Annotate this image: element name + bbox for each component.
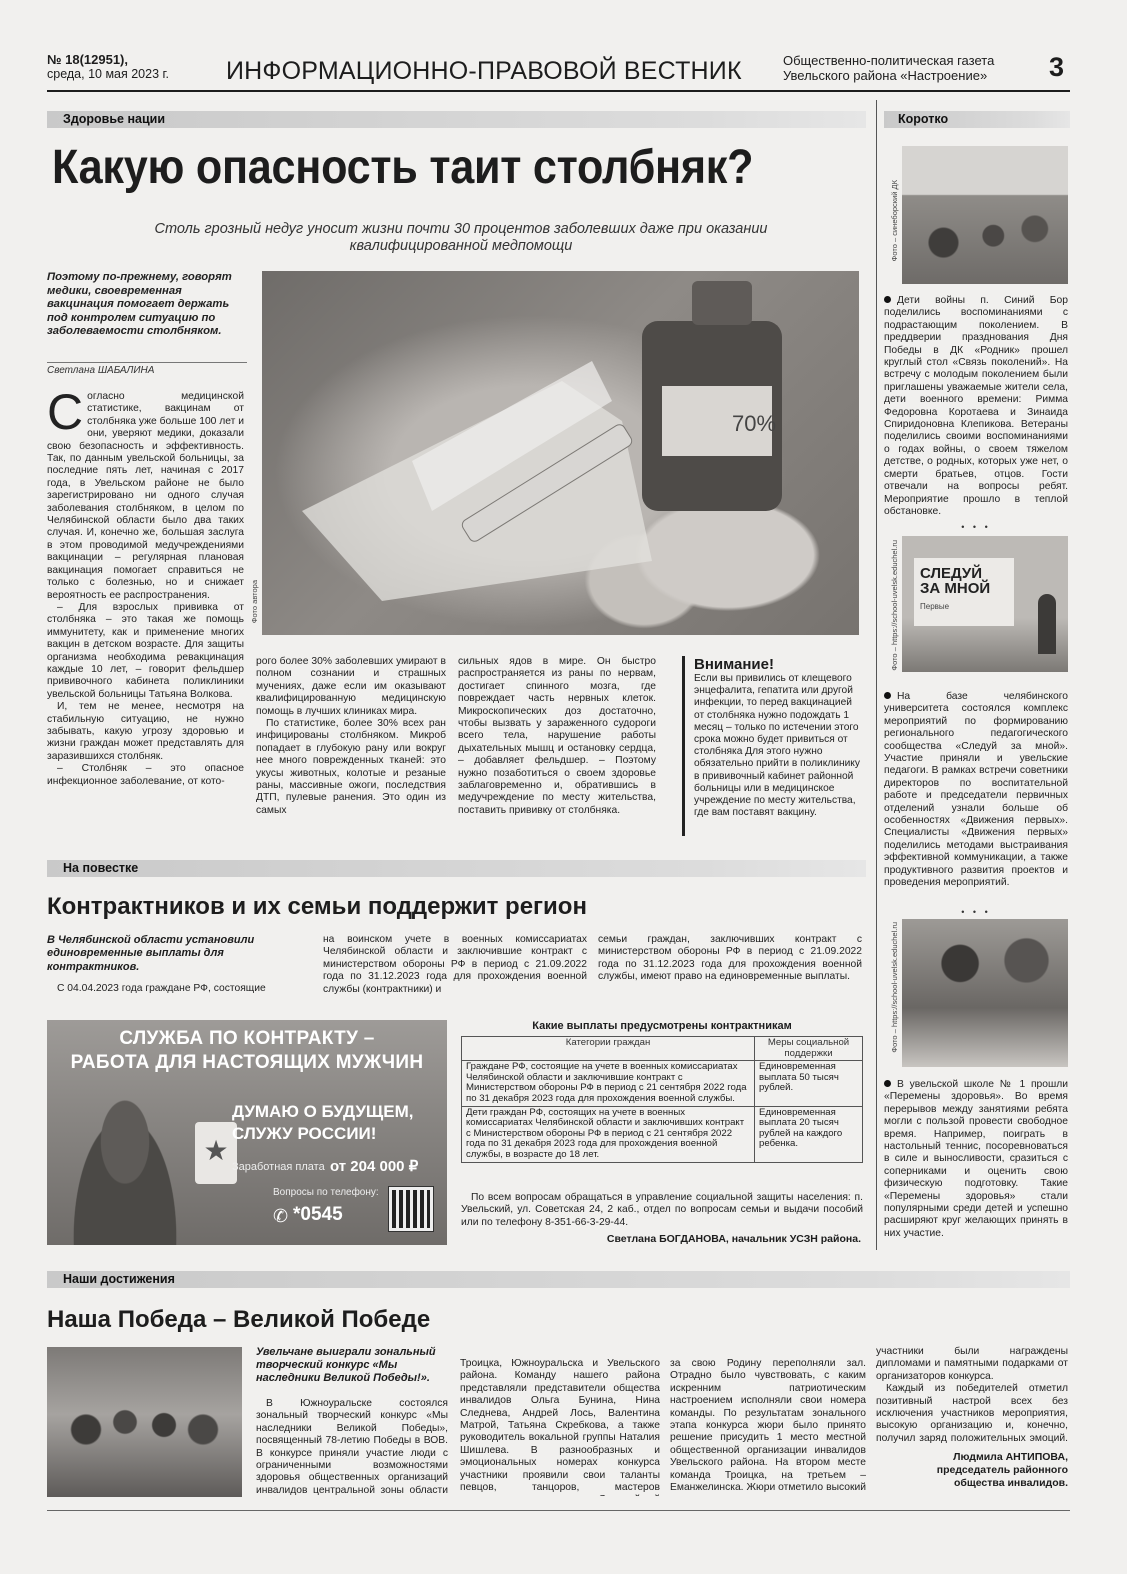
col1-paragraph-3: И, тем не менее, несмотря на стабильную ситуацию, не нужно забывать, какую угрозу здоровью и жизни граждан может представлять для заразившихся столбняк. <box>47 701 244 762</box>
lead-tetanus: Поэтому по-прежнему, говорят медики, своевременная вакцинация помогает держать под контролем ситуацию по заболеваемости столбняком. <box>47 271 232 338</box>
col1-paragraph-2: – Для взрослых прививка от столбняка – это такая же помощь иммунитету, как и применение многих вакцин в детском возрасте. Для защиты организма необходима ревакцинация каждые 10 лет, – говорит фельдшер прививочного кабинета поликлиники увельской больницы Татьяна Волкова. <box>47 601 244 700</box>
news-item-1 <box>884 295 1068 525</box>
attention-title: Внимание! <box>694 656 774 673</box>
banner-follow-me <box>914 558 1014 626</box>
victory-signature-name: Людмила АНТИПОВА, <box>953 1451 1068 1463</box>
news-1-text: Дети войны п. Синий Бор поделились воспоминаниями с подрастающим поколением. В преддверии празднования Дня Победы в ДК «Родник» прошел круглый стол «Связь поколений». На встречу с молодым поколением были приглашены уважаемые жители села, дети военного времени: Римма Федоровна Коротаева и Зинаида Спиридоновна Клепикова. Ветераны поделились своими воспоминаниями о годах войны, о своем тяжелом детстве, о родных, которых уже нет, о смерти братьев, отцов. Гости отвечали на вопросы ребят. Мероприятие прошло в теплой обстановке. <box>884 295 1068 517</box>
issue-number: № 18(12951), <box>47 52 128 67</box>
dropcap: С <box>47 391 84 440</box>
table-row <box>462 1106 863 1162</box>
separator-1: • • • <box>961 522 991 532</box>
contract-ad <box>47 1020 447 1245</box>
victory-col4-paragraph-1: участники были награждены дипломами и памятными подарками от организаторов конкурса. <box>876 1346 1068 1382</box>
separator-2: • • • <box>961 907 991 917</box>
svg-text:70%: 70% <box>732 411 777 436</box>
ad-salary-value: от 204 000 ₽ <box>330 1158 419 1175</box>
section-title: ИНФОРМАЦИОННО-ПРАВОВОЙ ВЕСТНИК <box>226 57 742 85</box>
issue-date: среда, 10 мая 2023 г. <box>47 67 170 81</box>
photo-vaccine <box>262 271 859 635</box>
phone-icon: ✆ <box>273 1206 289 1226</box>
contract-text-col3: семьи граждан, заключивших контракт с министерством обороны РФ в период с 21.09.2022 года по 31.12.2023 года для прохождения военной службы, имеют право на единовременные выплаты. <box>598 934 862 983</box>
table-header: Меры социальной поддержки <box>755 1037 863 1061</box>
ad-salary-label: Заработная плата <box>232 1161 325 1173</box>
news-item-3 <box>884 1079 1068 1245</box>
rubric-briefly: Коротко <box>884 111 1070 128</box>
contract-text-col2: на воинском учете в военных комиссариатах Челябинской области и заключившие контракт с министерством обороны РФ в период с 21.09.2022 года по 31.12.2023 года для прохождения военной службы (контрактники) и <box>323 934 587 995</box>
banner-line-2: ЗА МНОЙ <box>920 580 991 597</box>
qr-code-icon <box>389 1187 433 1231</box>
lead-contract: В Челябинской области установили единовременные выплаты для контрактников. <box>47 934 255 973</box>
rubric-achievements: Наши достижения <box>47 1271 1070 1288</box>
photo-health-breaks <box>902 919 1068 1067</box>
paper-name-line2: Увельского района «Настроение» <box>783 68 988 83</box>
contract-text-col1: С 04.04.2023 года граждане РФ, состоящие <box>57 983 266 994</box>
photo-credit-tetanus: Фото автора <box>250 580 259 624</box>
victory-col4-paragraph-2: Каждый из победителей отметил позитивный настрой всех без исключения участников мероприятия, высокую организацию и, конечно, получил заряд положительных эмоций. <box>876 1383 1068 1444</box>
col2-paragraph-2: По статистике, более 30% всех ран инфицированы столбняком. Микроб попадает в глубокую рану или вокруг нее много поврежденных тканей: это укусы животных, колотые и резаные раны, массивные ожоги, последствия ДТП, пулевые ранения. Это один из самых <box>256 718 446 816</box>
table-row <box>462 1061 863 1106</box>
victory-text-col3: за свою Родину переполняли зал. Отрадно было чувствовать, с каким искренним патриотическим настроением исполняли свои номера команды. По результатам зонального этапа конкурса жюри было принято решение присудить 1 место местной общественной организации инвалидов Увельского района. На втором месте команда Троицка, на третьем – Еманжелинска. Жюри отметило высокий <box>670 1358 866 1494</box>
col1-paragraph-4: – Столбняк – это опасное инфекционное заболевание, от кото- <box>47 763 244 787</box>
victory-text-col2: Троицка, Южноуральска и Увельского района. Команду нашего района представляли представители общества инвалидов Ольга Бунина, Нина Следнева, Андрей Лось, Валентина Матрой, Татьяна Скребкова, а также руководитель вокальной группы Наталия Шишлева. В разнообразных и эмоциональных номерах конкурса участники проявили свои таланты певцов, танцоров, мастеров <box>460 1358 660 1494</box>
rubric-health: Здоровье нации <box>47 111 866 128</box>
col1-paragraph-1: огласно медицинской статистике, вакцинам от столбняка уже больше 100 лет и они, уверяют медики, доказали свою безопасность и эффективность. Так, по данным увельской больницы, за последние пять лет, начиная с 2017 года, в Увельском районе не было зарегистрировано ни одного случая заболевания столбняком, в целом по Челябинской области было два таких случая. И, конечно же, большая заслуга в этом проводимой медучреждениями вакцинации – регулярная плановая вакцинация помогает справиться не только с болезнью, но и снижает вероятность ее распространения. <box>47 391 244 601</box>
photo-credit-3: Фото – https://school-uvelsk.educhel.ru <box>890 922 899 1053</box>
author-byline: Светлана ШАБАЛИНА <box>47 365 155 376</box>
ad-headline-2: РАБОТА ДЛЯ НАСТОЯЩИХ МУЖЧИН <box>70 1052 424 1073</box>
headline-contract: Контрактников и их семьи поддержит регион <box>47 893 587 920</box>
text-column-3 <box>458 656 656 836</box>
rubric-agenda: На повестке <box>47 860 866 877</box>
paper-name-line1: Общественно-политическая газета <box>783 53 995 68</box>
contract-signature: Светлана БОГДАНОВА, начальник УСЗН района. <box>606 1233 861 1245</box>
photo-credit-1: Фото – синеборский ДК <box>890 180 899 262</box>
subtitle-tetanus: Столь грозный недуг уносит жизни почти 30 процентов заболевших даже при оказании квалифицированной медпомощи <box>154 221 768 254</box>
payments-table <box>461 1036 863 1163</box>
text-column-1 <box>47 391 244 836</box>
victory-signature-role: председатель районного общества инвалидов. <box>936 1464 1068 1489</box>
photo-credit-2: Фото – https://school-uvelsk.educhel.ru <box>890 540 899 671</box>
col3-paragraph-1: сильных ядов в мире. Он быстро распространяется из раны по нервам, достигает спинного мозга, где повреждает часть нервных клеток. Микроскопических доз достаточно, чтобы вызвать у зараженного судороги всего тела, нарушение работы дыхательных мышц и остановку сердца, – добавляет фельдшер. – Поэтому нужно позаботиться о своем здоровье заблаговременно и, обратившись в медучреждение по месту жительства, поставить прививку от столбняка. <box>458 656 656 816</box>
table-header: Категории граждан <box>462 1037 755 1061</box>
table-cell: Единовременная выплата 20 тысяч рублей на каждого ребенка. <box>755 1106 863 1162</box>
banner-line-1: СЛЕДУЙ <box>920 565 982 582</box>
soldier-figure <box>65 1098 185 1245</box>
news-item-2 <box>884 691 1068 901</box>
payments-table-title: Какие выплаты предусмотрены контрактникам <box>532 1020 792 1032</box>
contact-info: По всем вопросам обращаться в управление социальной защиты населения: п. Увельский, ул. Советская 24, 2 каб., отдел по вопросам семьи и выдачи пособий или по телефону 8-351-66-3-29-44. <box>461 1192 863 1228</box>
news-2-text: На базе челябинского университета состоялся комплекс мероприятий по формированию регионального педагогического сообщества «Следуй за мной». Участие приняли и увельские педагоги. В рамках встречи советники директоров по воспитательной работе и председатели первичных отделений узнали больше об особенностях «Движения первых». Специалисты «Движения первых» поделились методами выстраивания эффективной коммуникации, а также продуктивного развития проектов и проведения мероприятий. <box>884 691 1068 889</box>
ad-phone: *0545 <box>293 1204 343 1225</box>
table-cell: Дети граждан РФ, состоящих на учете в военных комиссариатах Челябинской области и заключивших контракт с Министерством обороны РФ в период с 21 сентября 2022 года по 31 декабря 2023 года для прохождения военной службы, в возрасте до 18 лет. <box>462 1106 755 1162</box>
page-number: 3 <box>1049 52 1065 82</box>
lead-victory: Увельчане выиграли зональный творческий конкурс «Мы наследники Великой Победы!». <box>256 1346 436 1385</box>
photo-follow-me <box>902 536 1068 672</box>
attention-text: Если вы привились от клещевого энцефалита, гепатита или другой инфекции, то перед вакцинацией от столбняка нужно подождать 1 месяц – только по истечении этого срока можно будет привиться от столбняка Для этого нужно обязательно прийти в поликлинику в прививочный кабинет районной больницы или в медицинское учреждение по месту жительства, где вам поставят вакцину. <box>694 673 860 819</box>
ad-phone-label: Вопросы по телефону: <box>273 1187 379 1198</box>
ad-headline-1: СЛУЖБА ПО КОНТРАКТУ – <box>119 1028 375 1049</box>
headline-victory: Наша Победа – Великой Победе <box>47 1306 431 1333</box>
headline-tetanus: Какую опасность таит столбняк? <box>52 141 754 194</box>
payments-table-block <box>461 1020 863 1163</box>
photo-round-table <box>902 146 1068 284</box>
ad-slogan-2: СЛУЖУ РОССИИ! <box>232 1124 377 1143</box>
news-3-text: В увельской школе № 1 прошли «Перемены здоровья». Во время перерывов между занятиями ребята могли с пользой провести свободное время. Например, поиграть в настольный теннис, посоревноваться в силе и выносливости, сразиться с соперниками и оценить свою физическую подготовку. Такие «Перемены здоровья» стали популярными среди детей и успешно расширяют круг желающих принять в них участие. <box>884 1079 1068 1239</box>
table-cell: Единовременная выплата 50 тысяч рублей. <box>755 1061 863 1106</box>
photo-contest-team <box>47 1347 242 1497</box>
attention-box <box>682 656 862 836</box>
table-header-row <box>462 1037 863 1061</box>
col2-paragraph-1: рого более 30% заболевших умирают в полном сознании и страшных мучениях, даже если им оказывают квалифицированную медицинскую помощь в лучших клиниках мира. <box>256 656 446 717</box>
victory-text-col4 <box>876 1346 1068 1446</box>
victory-text-col1: В Южноуральске состоялся зональный творческий конкурс «Мы наследники Великой Победы», посвященный 78-летию Победы в ВОВ. В конкурсе приняли участие люди с ограниченными возможностями здоровья общественных организаций инвалидов центральной зоны области <box>256 1398 448 1496</box>
text-column-2 <box>256 656 446 836</box>
table-cell: Граждане РФ, состоящие на учете в военных комиссариатах Челябинской области и заключившие контракт с Министерством обороны РФ в период с 21 сентября 2022 года по 31 декабря 2023 года для прохождения военной службы. <box>462 1061 755 1106</box>
bullet-icon <box>884 692 891 699</box>
vaccine-illustration <box>262 271 859 635</box>
ad-slogan-1: ДУМАЮ О БУДУЩЕМ, <box>232 1102 414 1121</box>
banner-small: Первые <box>920 602 950 611</box>
bullet-icon <box>884 1080 891 1087</box>
bullet-icon <box>884 296 891 303</box>
star-emblem-icon: ★ <box>195 1122 237 1184</box>
